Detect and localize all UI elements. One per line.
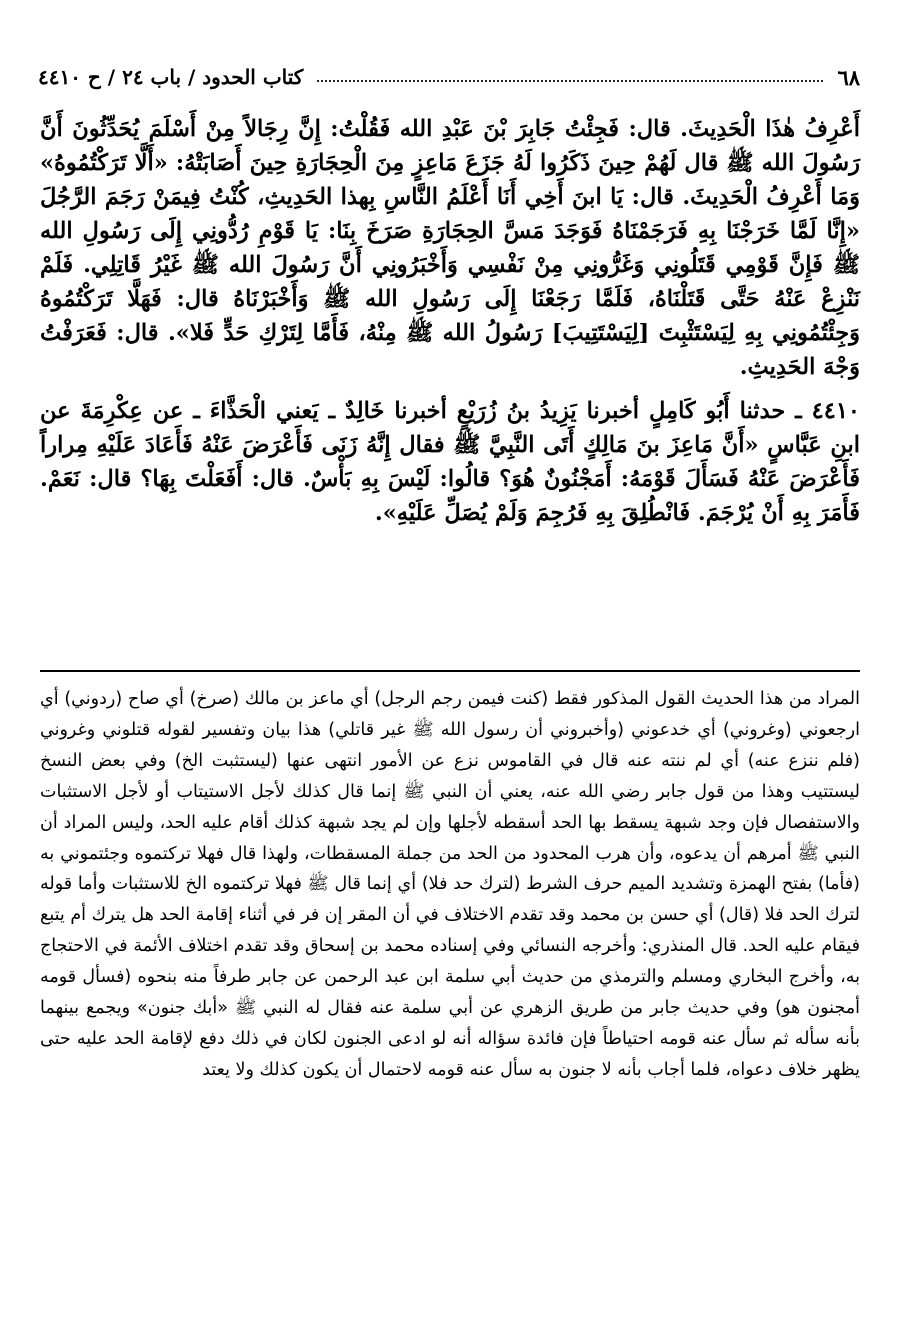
- page-header: [38, 62, 860, 92]
- hadith-continuation: أَعْرِفُ هٰذَا الْحَدِيثَ. قال: فَجِئْتُ جَابِرَ بْنَ عَبْدِ الله فَقُلْتُ: إِنَّ رِجَالاً مِنْ أَسْلَمَ يُحَدِّثُونَ أَنَّ رَسُولَ الله ﷺ قال لَهُمْ حِينَ ذَكَرُوا لَهُ جَزَعَ مَاعِزٍ مِنَ الْحِجَارَةِ حِينَ أَصَابَتْهُ: «أَلَّا تَرَكْتُمُوهُ» وَمَا أَعْرِفُ الْحَدِيثَ. قال: يَا ابنَ أَخِي أَنَا أَعْلَمُ النَّاسِ بِهذا الحَدِيثِ، كُنْتُ فِيمَنْ رَجَمَ الرَّجُلَ «إِنَّا لَمَّا خَرَجْنَا بِهِ فَرَجَمْنَاهُ فَوَجَدَ مَسَّ الحِجَارَةِ صَرَخَ بِنَا: يَا قَوْمِ رُدُّونِي إِلَى رَسُولِ الله ﷺ فَإِنَّ قَوْمِي قَتَلُونِي وَغَرُّونِي مِنْ نَفْسِي وَأَخْبَرُونِي أَنَّ رَسُولَ الله ﷺ غَيْرُ قَاتِلِي. فَلَمْ نَنْزِعْ عَنْهُ حَتَّى قَتَلْنَاهُ، فَلَمَّا رَجَعْنَا إِلَى رَسُولِ الله ﷺ وَأَخْبَرْنَاهُ قال: فَهَلَّا تَرَكْتُمُوهُ وَجِئْتُمُونِي بِهِ لِيَسْتَثْبِتَ [لِيَسْتَتِيبَ] رَسُولُ الله ﷺ مِنْهُ، فَأَمَّا لِتَرْكِ حَدٍّ فَلا». قال: فَعَرَفْتُ وَجْهَ الحَدِيثِ.: [40, 116, 860, 380]
- page-number: ٦٨: [837, 64, 860, 90]
- hadith-4410-text: ـ حدثنا أَبُو كَامِلٍ أخبرنا يَزِيدُ بنُ زُرَيْعٍ أخبرنا خَالِدٌ ـ يَعني الْحَذَّاءَ ـ عن عِكْرِمَةَ عن ابنِ عَبَّاسٍ «أَنَّ مَاعِزَ بنَ مَالِكٍ أَتَى النَّبِيَّ ﷺ فقال إِنَّهُ زَنَى فَأَعْرَضَ عَنْهُ فَأَعَادَ عَلَيْهِ مِراراً فَأَعْرَضَ عَنْهُ فَسَأَلَ قَوْمَهُ: أَمَجْنُونٌ هُوَ؟ قالُوا: لَيْسَ بِهِ بَأْسٌ. قال: أَفَعَلْتَ بِهَا؟ قال: نَعَمْ. فَأَمَرَ بِهِ أَنْ يُرْجَمَ. فَانْطُلِقَ بِهِ فَرُجِمَ وَلَمْ يُصَلِّ عَلَيْهِ».: [40, 398, 860, 526]
- commentary-block: [40, 684, 860, 1086]
- running-title: كتاب الحدود / باب ٢٤ / ح ٤٤١٠: [38, 65, 304, 89]
- header-dotted-leader: [317, 80, 823, 82]
- commentary-text: المراد من هذا الحديث القول المذكور فقط (كنت فيمن رجم الرجل) أي ماعز بن مالك (صرخ) أي صاح (ردوني) أي ارجعوني (وغروني) أي خدعوني (وأخبروني أن رسول الله ﷺ غير قاتلي) هذا بيان وتفسير لقوله قتلوني وغروني (فلم ننزع عنه) أي لم ننته عنه قال في القاموس نزع عن الأمور انتهى عنها (ليستثبت الخ) وفي بعض النسخ ليستتيب وهذا من قول جابر رضي الله عنه، يعني أن النبي ﷺ إنما قال كذلك لأجل الاستيتاب أو لأجل الاستثبات والاستفصال فإن وجد شبهة يسقط بها الحد أسقطه لأجلها وإن لم يجد شبهة كذلك أقام عليه الحد، وليس المراد أن النبي ﷺ أمرهم أن يدعوه، وأن هرب المحدود من الحد من جملة المسقطات، ولهذا قال فهلا تركتموه وجئتموني به (فأما) بفتح الهمزة وتشديد الميم حرف الشرط (لترك حد فلا) أي إنما قال ﷺ فهلا تركتموه الخ للاستثبات وأما قوله لترك الحد فلا (قال) أي حسن بن محمد وقد تقدم الاختلاف في أن المقر إن فر في أثناء إقامة الحد هل يترك أم يتبع فيقام عليه الحد. قال المنذري: وأخرجه النسائي وفي إسناده محمد بن إسحاق وقد تقدم اختلاف الأئمة في الاحتجاج به، وأخرج البخاري ومسلم والترمذي من حديث أبي سلمة ابن عبد الرحمن عن جابر طرفاً منه بنحوه (فسأل قومه أمجنون هو) وفي حديث جابر من طريق الزهري عن أبي سلمة عنه فقال له النبي ﷺ «أبك جنون» ويجمع بينهما بأنه سأله ثم سأل عنه قومه احتياطاً فإن فائدة سؤاله أنه لو ادعى الجنون لكان في ذلك دفع لإقامة الحد عليه حتى يظهر خلاف دعواه، فلما أجاب بأنه لا جنون به سأل عنه قومه لاحتمال أن يكون كذلك ولا يعتد: [40, 689, 860, 1080]
- footnote-divider: [40, 670, 860, 672]
- hadith-4410: [40, 394, 860, 530]
- hadith-number: ٤٤١٠: [811, 398, 860, 424]
- hadith-main-text: [40, 112, 860, 530]
